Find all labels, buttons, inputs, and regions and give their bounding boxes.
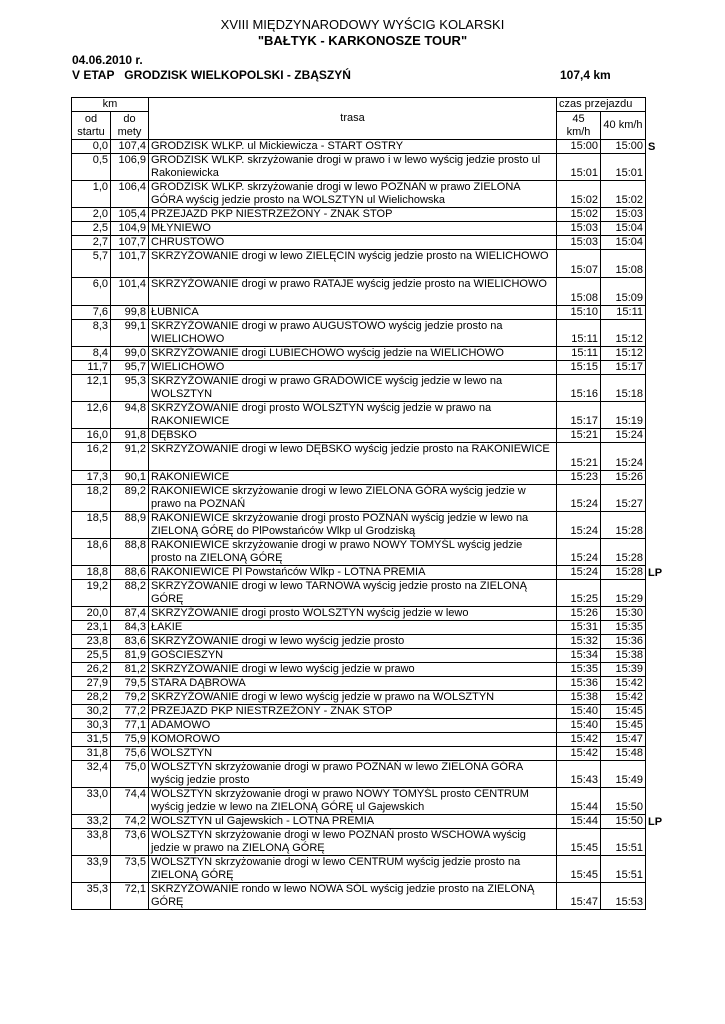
- route-description: GRODZISK WLKP. skrzyżowanie drogi w prawo i w lewo wyścig jedzie prosto ul Rakoniewicka: [149, 154, 557, 181]
- row-marker: [646, 663, 668, 677]
- time-40kmh: 15:53: [601, 883, 646, 910]
- route-description: PRZEJAZD PKP NIESTRZEŻONY - ZNAK STOP: [149, 705, 557, 719]
- time-45kmh: 15:45: [557, 856, 601, 883]
- time-40kmh: 15:48: [601, 747, 646, 761]
- route-description: SKRZYŻOWANIE drogi w lewo DĘBSKO wyścig jedzie prosto na RAKONIEWICE: [149, 443, 557, 471]
- document-subtitle: "BAŁTYK - KARKONOSZE TOUR": [257, 33, 468, 48]
- time-40kmh: 15:24: [601, 443, 646, 471]
- km-to-finish: 74,2: [111, 815, 149, 829]
- row-marker: S: [648, 140, 656, 153]
- time-45kmh: 15:34: [557, 649, 601, 663]
- row-marker: [646, 733, 668, 747]
- row-marker: [646, 154, 668, 181]
- route-description: PRZEJAZD PKP NIESTRZEŻONY - ZNAK STOP: [149, 208, 557, 222]
- time-45kmh: 15:45: [557, 829, 601, 856]
- km-to-finish: 101,7: [111, 250, 149, 278]
- km-to-finish: 73,5: [111, 856, 149, 883]
- route-description: GRODZISK WLKP. skrzyżowanie drogi w lewo POZNAŃ w prawo ZIELONA GÓRA wyścig jedzie prosto na WOLSZTYN ul Wielichowska: [149, 181, 557, 208]
- km-to-finish: 99,1: [111, 320, 149, 347]
- time-45kmh: 15:02: [557, 208, 601, 222]
- from-start-header: od startu: [72, 112, 111, 140]
- km-from-start: 5,7: [72, 250, 111, 278]
- time-40kmh: 15:00: [601, 140, 646, 154]
- row-marker: [646, 747, 668, 761]
- table-row: [72, 829, 668, 856]
- time-40kmh: 15:12: [601, 347, 646, 361]
- route-description: SKRZYŻOWANIE drogi w prawo RATAJE wyścig jedzie prosto na WIELICHOWO: [149, 278, 557, 306]
- table-row: [72, 222, 668, 236]
- km-to-finish: 75,0: [111, 761, 149, 788]
- time-45kmh: 15:01: [557, 154, 601, 181]
- km-to-finish: 77,1: [111, 719, 149, 733]
- km-from-start: 33,2: [72, 815, 111, 829]
- time-45kmh: 15:38: [557, 691, 601, 705]
- km-from-start: 16,2: [72, 443, 111, 471]
- time-40kmh: 15:28: [601, 512, 646, 539]
- route-description: STARA DĄBROWA: [149, 677, 557, 691]
- km-from-start: 23,1: [72, 621, 111, 635]
- km-to-finish: 90,1: [111, 471, 149, 485]
- row-marker: [646, 181, 668, 208]
- time-40kmh: 15:47: [601, 733, 646, 747]
- speed-45-header: 45 km/h: [557, 112, 601, 140]
- km-to-finish: 79,5: [111, 677, 149, 691]
- row-marker: LP: [648, 566, 663, 579]
- route-description: GRODZISK WLKP. ul Mickiewicza - START OSTRY: [149, 140, 557, 154]
- table-row: [72, 691, 668, 705]
- table-row: [72, 649, 668, 663]
- km-from-start: 12,1: [72, 375, 111, 402]
- time-40kmh: 15:04: [601, 222, 646, 236]
- km-to-finish: 87,4: [111, 607, 149, 621]
- km-from-start: 30,3: [72, 719, 111, 733]
- km-from-start: 8,3: [72, 320, 111, 347]
- time-40kmh: 15:17: [601, 361, 646, 375]
- time-40kmh: 15:03: [601, 208, 646, 222]
- table-row: [72, 250, 668, 278]
- km-to-finish: 73,6: [111, 829, 149, 856]
- route-description: SKRZYŻOWANIE drogi w lewo wyścig jedzie prosto: [149, 635, 557, 649]
- km-to-finish: 101,4: [111, 278, 149, 306]
- table-row: [72, 663, 668, 677]
- km-to-finish: 107,7: [111, 236, 149, 250]
- km-from-start: 23,8: [72, 635, 111, 649]
- table-row: [72, 566, 668, 580]
- time-40kmh: 15:02: [601, 181, 646, 208]
- time-45kmh: 15:40: [557, 719, 601, 733]
- table-row: [72, 733, 668, 747]
- km-from-start: 32,4: [72, 761, 111, 788]
- route-description: GOŚCIESZYN: [149, 649, 557, 663]
- time-40kmh: 15:18: [601, 375, 646, 402]
- km-to-finish: 95,7: [111, 361, 149, 375]
- time-40kmh: 15:50: [601, 788, 646, 815]
- km-to-finish: 89,2: [111, 485, 149, 512]
- km-to-finish: 106,4: [111, 181, 149, 208]
- time-45kmh: 15:03: [557, 222, 601, 236]
- row-marker: [646, 677, 668, 691]
- row-marker: LP: [648, 815, 663, 828]
- row-marker: [646, 512, 668, 539]
- row-marker: [646, 788, 668, 815]
- time-40kmh: 15:45: [601, 705, 646, 719]
- table-row: [72, 677, 668, 691]
- route-description: SKRZYŻOWANIE drogi LUBIECHOWO wyścig jedzie na WIELICHOWO: [149, 347, 557, 361]
- km-to-finish: 83,6: [111, 635, 149, 649]
- time-header: czas przejazdu: [557, 98, 646, 112]
- row-marker: [646, 250, 668, 278]
- time-40kmh: 15:50: [601, 815, 646, 829]
- km-to-finish: 84,3: [111, 621, 149, 635]
- time-40kmh: 15:51: [601, 856, 646, 883]
- route-description: RAKONIEWICE skrzyżowanie drogi w lewo ZIELONA GÓRA wyścig jedzie w prawo na POZNAŃ: [149, 485, 557, 512]
- km-to-finish: 99,0: [111, 347, 149, 361]
- km-from-start: 2,0: [72, 208, 111, 222]
- row-marker: [646, 691, 668, 705]
- time-45kmh: 15:32: [557, 635, 601, 649]
- table-row: [72, 761, 668, 788]
- km-to-finish: 104,9: [111, 222, 149, 236]
- time-45kmh: 15:21: [557, 429, 601, 443]
- time-40kmh: 15:19: [601, 402, 646, 429]
- time-45kmh: 15:44: [557, 788, 601, 815]
- km-from-start: 8,4: [72, 347, 111, 361]
- table-row: [72, 485, 668, 512]
- time-45kmh: 15:00: [557, 140, 601, 154]
- route-description: RAKONIEWICE skrzyżowanie drogi prosto POZNAŃ wyścig jedzie w lewo na ZIELONĄ GÓRĘ do PlPowstańców Wlkp ul Grodziską: [149, 512, 557, 539]
- speed-40-header: 40 km/h: [601, 112, 646, 140]
- table-row: [72, 320, 668, 347]
- row-marker: [646, 429, 668, 443]
- route-description: DĘBSKO: [149, 429, 557, 443]
- km-from-start: 0,0: [72, 140, 111, 154]
- row-marker: [646, 580, 668, 607]
- row-marker: [646, 719, 668, 733]
- table-row: [72, 635, 668, 649]
- route-description: SKRZYŻOWANIE drogi prosto WOLSZTYN wyścig jedzie w prawo na RAKONIEWICE: [149, 402, 557, 429]
- time-40kmh: 15:51: [601, 829, 646, 856]
- km-from-start: 20,0: [72, 607, 111, 621]
- time-45kmh: 15:40: [557, 705, 601, 719]
- row-marker: [646, 829, 668, 856]
- route-description: SKRZYŻOWANIE drogi w prawo GRADOWICE wyścig jedzie w lewo na WOLSZTYN: [149, 375, 557, 402]
- table-row: [72, 236, 668, 250]
- time-45kmh: 15:24: [557, 566, 601, 580]
- time-45kmh: 15:42: [557, 747, 601, 761]
- stage-title: V ETAP GRODZISK WIELKOPOLSKI - ZBĄSZYŃ: [72, 68, 351, 82]
- route-description: RAKONIEWICE skrzyżowanie drogi w prawo NOWY TOMYŚL wyścig jedzie prosto na ZIELONĄ GÓRĘ: [149, 539, 557, 566]
- time-45kmh: 15:44: [557, 815, 601, 829]
- table-row: [72, 539, 668, 566]
- table-row: [72, 705, 668, 719]
- time-45kmh: 15:03: [557, 236, 601, 250]
- time-45kmh: 15:02: [557, 181, 601, 208]
- km-from-start: 7,6: [72, 306, 111, 320]
- km-to-finish: 88,9: [111, 512, 149, 539]
- time-45kmh: 15:17: [557, 402, 601, 429]
- table-row: [72, 181, 668, 208]
- time-45kmh: 15:10: [557, 306, 601, 320]
- time-45kmh: 15:26: [557, 607, 601, 621]
- km-to-finish: 107,4: [111, 140, 149, 154]
- time-40kmh: 15:09: [601, 278, 646, 306]
- row-marker: [646, 375, 668, 402]
- table-row: [72, 607, 668, 621]
- route-description: WOLSZTYN skrzyżowanie drogi w prawo POZNAŃ w lewo ZIELONA GÓRA wyścig jedzie prosto: [149, 761, 557, 788]
- time-40kmh: 15:01: [601, 154, 646, 181]
- km-from-start: 2,7: [72, 236, 111, 250]
- time-40kmh: 15:12: [601, 320, 646, 347]
- time-45kmh: 15:47: [557, 883, 601, 910]
- km-to-finish: 88,8: [111, 539, 149, 566]
- km-from-start: 18,6: [72, 539, 111, 566]
- time-40kmh: 15:49: [601, 761, 646, 788]
- row-marker: [646, 402, 668, 429]
- km-from-start: 33,0: [72, 788, 111, 815]
- km-to-finish: 88,2: [111, 580, 149, 607]
- route-header: trasa: [149, 98, 557, 140]
- time-40kmh: 15:26: [601, 471, 646, 485]
- time-45kmh: 15:35: [557, 663, 601, 677]
- km-from-start: 25,5: [72, 649, 111, 663]
- table-row: [72, 471, 668, 485]
- time-45kmh: 15:07: [557, 250, 601, 278]
- time-40kmh: 15:28: [601, 566, 646, 580]
- km-from-start: 26,2: [72, 663, 111, 677]
- km-from-start: 6,0: [72, 278, 111, 306]
- route-description: SKRZYŻOWANIE drogi w prawo AUGUSTOWO wyścig jedzie prosto na WIELICHOWO: [149, 320, 557, 347]
- time-40kmh: 15:30: [601, 607, 646, 621]
- time-40kmh: 15:27: [601, 485, 646, 512]
- km-header: km: [72, 98, 149, 112]
- km-to-finish: 99,8: [111, 306, 149, 320]
- km-from-start: 33,9: [72, 856, 111, 883]
- table-row: [72, 402, 668, 429]
- time-45kmh: 15:11: [557, 347, 601, 361]
- time-40kmh: 15:45: [601, 719, 646, 733]
- row-marker: [646, 471, 668, 485]
- table-row: [72, 856, 668, 883]
- route-description: KOMOROWO: [149, 733, 557, 747]
- km-from-start: 27,9: [72, 677, 111, 691]
- table-row: [72, 429, 668, 443]
- time-40kmh: 15:11: [601, 306, 646, 320]
- km-from-start: 33,8: [72, 829, 111, 856]
- table-row: [72, 154, 668, 181]
- table-row: [72, 580, 668, 607]
- route-description: RAKONIEWICE: [149, 471, 557, 485]
- km-from-start: 35,3: [72, 883, 111, 910]
- time-45kmh: 15:11: [557, 320, 601, 347]
- row-marker: [646, 236, 668, 250]
- km-to-finish: 75,6: [111, 747, 149, 761]
- table-row: [72, 788, 668, 815]
- row-marker: [646, 347, 668, 361]
- route-table: [71, 97, 668, 910]
- km-from-start: 18,5: [72, 512, 111, 539]
- time-45kmh: 15:21: [557, 443, 601, 471]
- km-from-start: 19,2: [72, 580, 111, 607]
- km-from-start: 31,8: [72, 747, 111, 761]
- time-45kmh: 15:36: [557, 677, 601, 691]
- km-to-finish: 91,2: [111, 443, 149, 471]
- km-from-start: 18,8: [72, 566, 111, 580]
- km-from-start: 1,0: [72, 181, 111, 208]
- row-marker: [646, 208, 668, 222]
- km-from-start: 0,5: [72, 154, 111, 181]
- row-marker: [646, 761, 668, 788]
- km-from-start: 12,6: [72, 402, 111, 429]
- route-description: SKRZYŻOWANIE drogi w lewo wyścig jedzie w prawo na WOLSZTYN: [149, 691, 557, 705]
- table-row: [72, 512, 668, 539]
- km-to-finish: 77,2: [111, 705, 149, 719]
- route-description: WOLSZTYN skrzyżowanie drogi w lewo POZNAŃ prosto WSCHOWA wyścig jedzie w prawo na ZIELONĄ GÓRĘ: [149, 829, 557, 856]
- row-marker: [646, 361, 668, 375]
- time-40kmh: 15:08: [601, 250, 646, 278]
- route-description: SKRZYŻOWANIE drogi w lewo ZIELĘCIN wyścig jedzie prosto na WIELICHOWO: [149, 250, 557, 278]
- time-40kmh: 15:35: [601, 621, 646, 635]
- km-to-finish: 72,1: [111, 883, 149, 910]
- km-from-start: 18,2: [72, 485, 111, 512]
- row-marker: [646, 856, 668, 883]
- row-marker: [646, 607, 668, 621]
- route-description: SKRZYŻOWANIE rondo w lewo NOWA SÓL wyścig jedzie prosto na ZIELONĄ GÓRĘ: [149, 883, 557, 910]
- time-45kmh: 15:42: [557, 733, 601, 747]
- row-marker: [646, 621, 668, 635]
- row-marker: [646, 306, 668, 320]
- route-description: ŁAKIE: [149, 621, 557, 635]
- km-to-finish: 91,8: [111, 429, 149, 443]
- table-row: [72, 361, 668, 375]
- time-40kmh: 15:42: [601, 677, 646, 691]
- row-marker: [646, 649, 668, 663]
- time-45kmh: 15:24: [557, 512, 601, 539]
- time-45kmh: 15:24: [557, 485, 601, 512]
- km-from-start: 16,0: [72, 429, 111, 443]
- km-to-finish: 81,2: [111, 663, 149, 677]
- race-date: 04.06.2010 r.: [72, 53, 143, 67]
- table-row: [72, 883, 668, 910]
- time-40kmh: 15:04: [601, 236, 646, 250]
- km-to-finish: 79,2: [111, 691, 149, 705]
- document-title: XVIII MIĘDZYNARODOWY WYŚCIG KOLARSKI: [220, 17, 505, 32]
- row-marker: [646, 635, 668, 649]
- time-45kmh: 15:24: [557, 539, 601, 566]
- km-to-finish: 88,6: [111, 566, 149, 580]
- table-row: [72, 306, 668, 320]
- time-45kmh: 15:31: [557, 621, 601, 635]
- time-40kmh: 15:38: [601, 649, 646, 663]
- time-45kmh: 15:23: [557, 471, 601, 485]
- time-45kmh: 15:25: [557, 580, 601, 607]
- table-row: [72, 375, 668, 402]
- route-description: RAKONIEWICE Pl Powstańców Wlkp - LOTNA PREMIA: [149, 566, 557, 580]
- row-marker: [646, 222, 668, 236]
- time-40kmh: 15:36: [601, 635, 646, 649]
- km-to-finish: 81,9: [111, 649, 149, 663]
- km-from-start: 30,2: [72, 705, 111, 719]
- route-description: SKRZYŻOWANIE drogi w lewo TARNOWA wyścig jedzie prosto na ZIELONĄ GÓRĘ: [149, 580, 557, 607]
- route-description: WOLSZTYN skrzyżowanie drogi w prawo NOWY TOMYŚL prosto CENTRUM wyścig jedzie w lewo na ZIELONĄ GÓRĘ ul Gajewskich: [149, 788, 557, 815]
- table-row: [72, 621, 668, 635]
- km-from-start: 31,5: [72, 733, 111, 747]
- km-to-finish: 106,9: [111, 154, 149, 181]
- time-45kmh: 15:16: [557, 375, 601, 402]
- table-row: [72, 347, 668, 361]
- km-to-finish: 74,4: [111, 788, 149, 815]
- route-description: SKRZYŻOWANIE drogi prosto WOLSZTYN wyścig jedzie w lewo: [149, 607, 557, 621]
- route-description: CHRUSTOWO: [149, 236, 557, 250]
- row-marker: [646, 539, 668, 566]
- time-45kmh: 15:15: [557, 361, 601, 375]
- table-row: [72, 278, 668, 306]
- route-description: WOLSZTYN: [149, 747, 557, 761]
- table-row: [72, 747, 668, 761]
- table-row: [72, 815, 668, 829]
- to-finish-header: do mety: [111, 112, 149, 140]
- row-marker: [646, 485, 668, 512]
- km-to-finish: 105,4: [111, 208, 149, 222]
- time-40kmh: 15:39: [601, 663, 646, 677]
- route-description: ŁUBNICA: [149, 306, 557, 320]
- stage-distance: 107,4 km: [560, 68, 611, 82]
- route-description: WIELICHOWO: [149, 361, 557, 375]
- time-45kmh: 15:08: [557, 278, 601, 306]
- km-to-finish: 95,3: [111, 375, 149, 402]
- row-marker: [646, 705, 668, 719]
- route-description: SKRZYŻOWANIE drogi w lewo wyścig jedzie w prawo: [149, 663, 557, 677]
- time-40kmh: 15:24: [601, 429, 646, 443]
- route-description: WOLSZTYN ul Gajewskich - LOTNA PREMIA: [149, 815, 557, 829]
- route-description: WOLSZTYN skrzyżowanie drogi w lewo CENTRUM wyścig jedzie prosto na ZIELONĄ GÓRĘ: [149, 856, 557, 883]
- row-marker: [646, 443, 668, 471]
- time-40kmh: 15:29: [601, 580, 646, 607]
- time-45kmh: 15:43: [557, 761, 601, 788]
- route-description: ADAMOWO: [149, 719, 557, 733]
- table-row: [72, 719, 668, 733]
- time-40kmh: 15:28: [601, 539, 646, 566]
- km-to-finish: 75,9: [111, 733, 149, 747]
- time-40kmh: 15:42: [601, 691, 646, 705]
- km-from-start: 28,2: [72, 691, 111, 705]
- km-to-finish: 94,8: [111, 402, 149, 429]
- table-row: [72, 140, 668, 154]
- row-marker: [646, 320, 668, 347]
- km-from-start: 11,7: [72, 361, 111, 375]
- row-marker: [646, 278, 668, 306]
- table-row: [72, 443, 668, 471]
- route-description: MŁYNIEWO: [149, 222, 557, 236]
- km-from-start: 2,5: [72, 222, 111, 236]
- row-marker: [646, 883, 668, 910]
- km-from-start: 17,3: [72, 471, 111, 485]
- table-row: [72, 208, 668, 222]
